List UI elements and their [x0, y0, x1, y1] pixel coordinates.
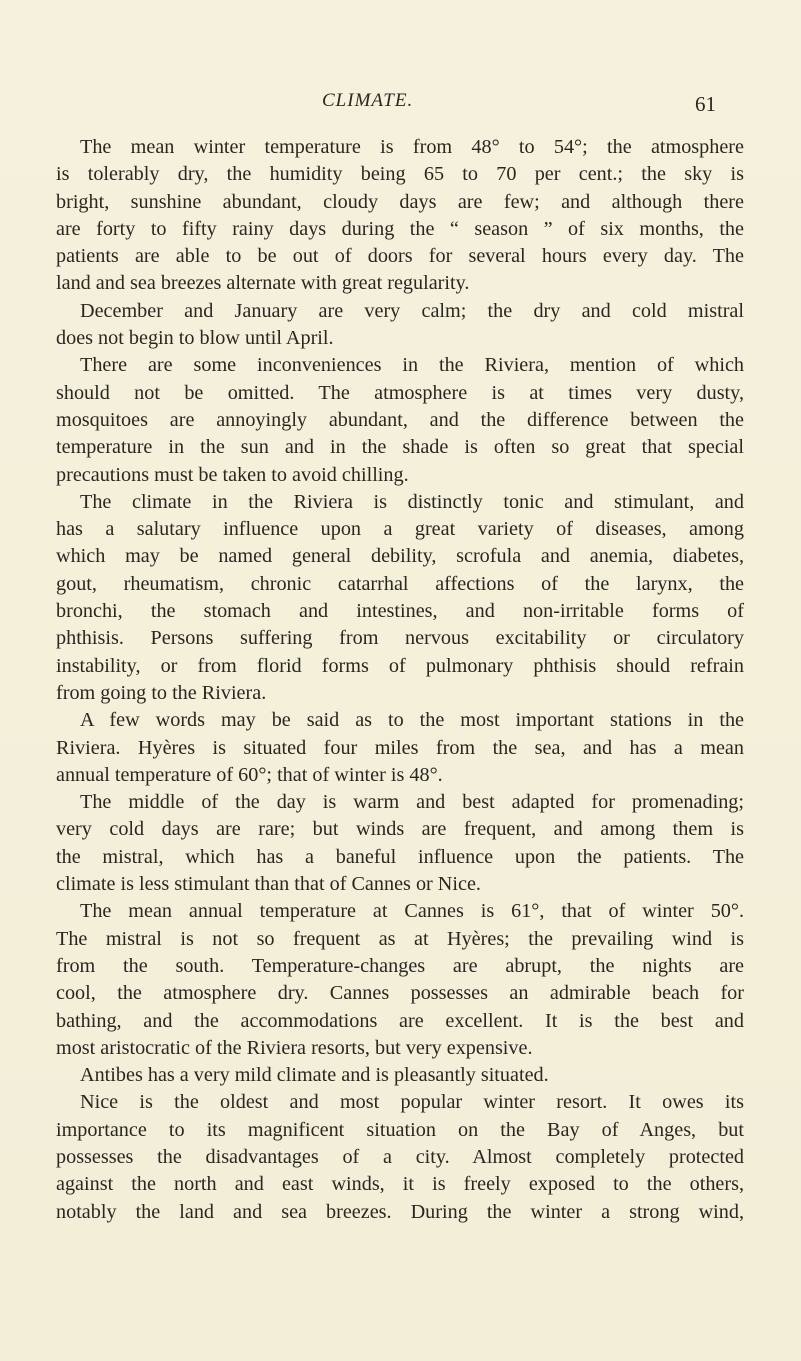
text-line: very cold days are rare; but winds are frequent, and among them is [56, 818, 744, 841]
text-line: bathing, and the accommodations are excellent. It is the best and [56, 1009, 744, 1032]
body-text [56, 134, 744, 1226]
text-line: instability, or from florid forms of pulmonary phthisis should refrain [56, 654, 744, 677]
text-line: patients are able to be out of doors for several hours every day. The [56, 245, 744, 268]
text-line: bronchi, the stomach and intestines, and non-irritable forms of [56, 600, 744, 623]
text-line: mosquitoes are annoyingly abundant, and the difference between the [56, 408, 744, 431]
text-line: should not be omitted. The atmosphere is at times very dusty, [56, 381, 744, 404]
text-line: from going to the Riviera. [56, 681, 267, 704]
running-head [0, 90, 801, 120]
text-line: The mean winter temperature is from 48° to 54°; the atmosphere [80, 136, 744, 158]
text-line: from the south. Temperature-changes are abrupt, the nights are [56, 954, 744, 977]
text-line: does not begin to blow until April. [56, 327, 334, 350]
text-line: land and sea breezes alternate with great regularity. [56, 272, 470, 295]
text-line: annual temperature of 60°; that of winter is 48°. [56, 763, 443, 786]
text-line: A few words may be said as to the most important stations in the [80, 709, 744, 732]
text-line: cool, the atmosphere dry. Cannes possesses an admirable beach for [56, 982, 744, 1005]
text-line: The middle of the day is warm and best adapted for promenading; [80, 791, 744, 814]
text-line: possesses the disadvantages of a city. Almost completely protected [56, 1145, 744, 1168]
text-line: the mistral, which has a baneful influence upon the patients. The [56, 845, 744, 868]
text-line: importance to its magnificent situation on the Bay of Anges, but [56, 1118, 744, 1141]
text-line: Riviera. Hyères is situated four miles from the sea, and has a mean [56, 736, 744, 759]
text-line: which may be named general debility, scrofula and anemia, diabetes, [56, 545, 744, 568]
running-title: CLIMATE. [322, 90, 414, 111]
text-line: The climate in the Riviera is distinctly tonic and stimulant, and [80, 490, 744, 513]
text-line: notably the land and sea breezes. During the winter a strong wind, [56, 1200, 744, 1223]
text-line: precautions must be taken to avoid chilling. [56, 463, 409, 486]
text-line: The mistral is not so frequent as at Hyères; the prevailing wind is [56, 927, 744, 950]
text-line: gout, rheumatism, chronic catarrhal affections of the larynx, the [56, 572, 744, 595]
text-line: temperature in the sun and in the shade is often so great that special [56, 436, 744, 459]
text-line: are forty to fifty rainy days during the “ season ” of six months, the [56, 217, 744, 240]
text-line: most aristocratic of the Riviera resorts, but very expensive. [56, 1036, 533, 1059]
text-line: phthisis. Persons suffering from nervous excitability or circulatory [56, 627, 744, 650]
text-line: There are some inconveniences in the Riviera, mention of which [80, 354, 744, 377]
text-line: bright, sunshine abundant, cloudy days are few; and although there [56, 190, 744, 213]
page-number: 61 [695, 92, 716, 116]
text-line: has a salutary influence upon a great variety of diseases, among [56, 518, 744, 541]
text-line: The mean annual temperature at Cannes is 61°, that of winter 50°. [80, 900, 744, 923]
text-line: against the north and east winds, it is freely exposed to the others, [56, 1173, 744, 1196]
text-line: Antibes has a very mild climate and is pleasantly situated. [80, 1064, 549, 1087]
text-line: climate is less stimulant than that of Cannes or Nice. [56, 873, 481, 896]
text-line: is tolerably dry, the humidity being 65 to 70 per cent.; the sky is [56, 163, 744, 186]
text-line: Nice is the oldest and most popular winter resort. It owes its [80, 1091, 744, 1114]
text-line: December and January are very calm; the dry and cold mistral [80, 299, 744, 322]
